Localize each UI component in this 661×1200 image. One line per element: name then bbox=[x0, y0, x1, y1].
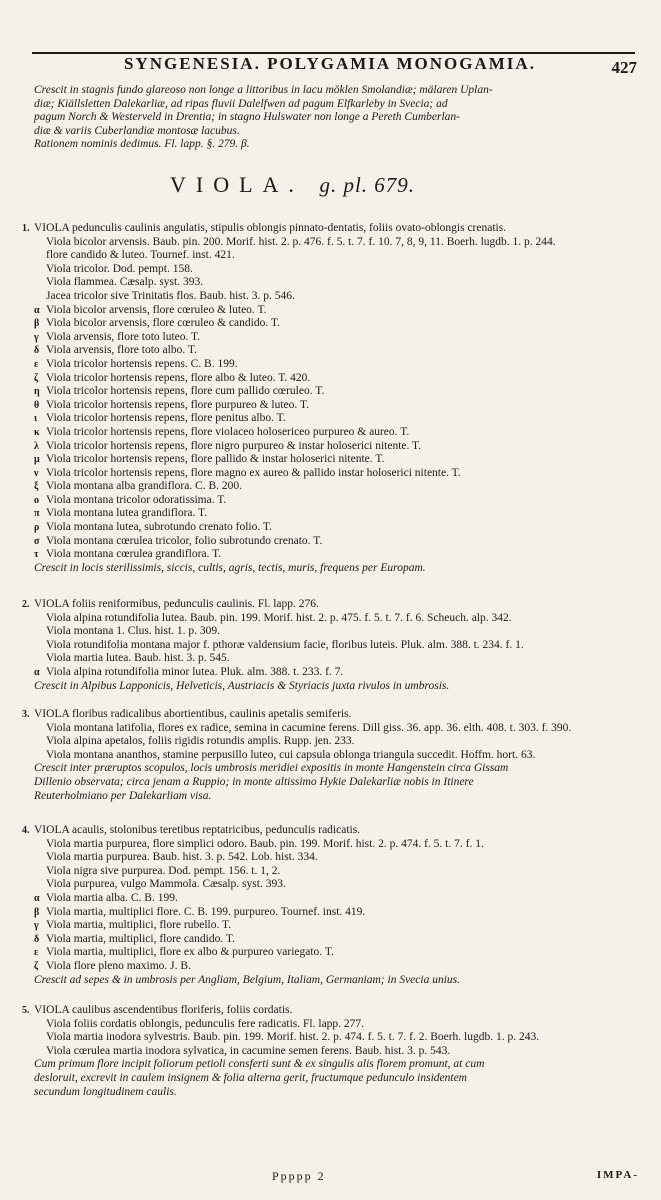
synonym-line bbox=[34, 1031, 643, 1045]
entry-text: Viola alpina rotundifolia lutea. Baub. pin. 199. Morif. hist. 2. p. 475. f. 5. t. 7. f. 6. Scheuch. alp. 342. bbox=[46, 611, 512, 624]
entry-text: Dillenio observata; circa jenam a Ruppio; in monte altissimo Hykie Dalekarliæ nobis in Itinere bbox=[34, 775, 474, 788]
synonym-line bbox=[34, 331, 643, 345]
variety-marker: 5. bbox=[22, 1005, 30, 1016]
entry-text: Viola nigra sive purpurea. Dod. pempt. 156. t. 1, 2. bbox=[46, 864, 281, 877]
synonym-line bbox=[34, 453, 643, 467]
synonym-line bbox=[34, 304, 643, 318]
synonym-line bbox=[34, 776, 643, 790]
synonym-line bbox=[34, 865, 643, 879]
synonym-line bbox=[34, 1072, 643, 1086]
intro-line: Crescit in stagnis fundo glareoso non longe a littoribus in lacu möklen Smolandiæ; mälaren Uplan- bbox=[34, 84, 493, 96]
variety-marker: ξ bbox=[34, 481, 39, 493]
species-diagnosis-line bbox=[22, 222, 643, 236]
entry-text: Viola bicolor arvensis. Baub. pin. 200. Morif. hist. 2. p. 476. f. 5. t. 7. f. 10. 7, 8, 9, 11. Boerh. lugdb. 1. p. 244. bbox=[46, 235, 556, 248]
entry-text: Viola bicolor arvensis, flore cœruleo & candido. T. bbox=[46, 317, 280, 330]
synonym-line bbox=[34, 1018, 643, 1032]
entry-text: Viola montana ananthos, stamine perpusillo luteo, cui capsula oblonga triangula succedit. Hoffm. hort. 63. bbox=[46, 748, 536, 761]
synonym-line bbox=[34, 735, 643, 749]
variety-marker: δ bbox=[34, 345, 40, 357]
entry-text: Viola tricolor hortensis repens, flore nigro purpureo & instar holoserici nitente. T. bbox=[46, 439, 422, 452]
synonym-line bbox=[34, 507, 643, 521]
synonym-line bbox=[34, 1086, 643, 1100]
synonym-line bbox=[34, 639, 643, 653]
synonym-line bbox=[34, 749, 643, 763]
entry-text: Viola montana cœrulea tricolor, folio subrotundo crenato. T. bbox=[46, 534, 323, 547]
variety-marker: α bbox=[34, 892, 40, 904]
entry-text: Viola montana latifolia, flores ex radice, semina in cacumine ferens. Dill giss. 36. app. 36. elth. 408. t. 303. f. 390. bbox=[46, 721, 572, 734]
synonym-line bbox=[34, 892, 643, 906]
running-head: SYNGENESIA. POLYGAMIA MONOGAMIA. bbox=[124, 54, 536, 73]
variety-marker: μ bbox=[34, 454, 40, 466]
synonym-line bbox=[34, 933, 643, 947]
variety-marker: α bbox=[34, 666, 40, 678]
entry-text: Viola martia, multiplici, flore candido. T. bbox=[46, 932, 235, 945]
variety-marker: τ bbox=[34, 549, 39, 561]
entry-text: Viola arvensis, flore toto luteo. T. bbox=[46, 330, 201, 343]
synonym-line bbox=[34, 412, 643, 426]
variety-marker: ζ bbox=[34, 960, 39, 972]
synonym-line bbox=[34, 946, 643, 960]
entry-text: Viola tricolor hortensis repens, flore albo & luteo. T. 420. bbox=[46, 371, 311, 384]
species-diagnosis-line bbox=[22, 824, 643, 838]
variety-marker: ε bbox=[34, 947, 39, 959]
synonym-line bbox=[34, 249, 643, 263]
variety-marker: κ bbox=[34, 426, 40, 438]
genus-name: VIOLA. bbox=[170, 172, 304, 197]
entry-text: Crescit ad sepes & in umbrosis per Angliam, Belgium, Italiam, Germaniam; in Svecia unius. bbox=[34, 973, 460, 986]
entry-text: Viola martia, multiplici, flore rubello. T. bbox=[46, 919, 232, 932]
entry-text: Viola tricolor hortensis repens, flore cum pallido cœruleo. T. bbox=[46, 385, 325, 398]
variety-marker: 1. bbox=[22, 223, 30, 234]
variety-marker: ν bbox=[34, 467, 39, 479]
entry-text: Viola martia, multiplici, flore ex albo & purpureo variegato. T. bbox=[46, 946, 334, 959]
variety-marker: 4. bbox=[22, 825, 30, 836]
entry-text: Viola tricolor hortensis repens, flore pallido & instar holoserici nitente. T. bbox=[46, 453, 385, 466]
synonym-line bbox=[34, 548, 643, 562]
variety-marker: λ bbox=[34, 440, 39, 452]
entry-text: VIOLA foliis reniformibus, pedunculis caulinis. Fl. lapp. 276. bbox=[34, 598, 319, 610]
entry-text: Viola foliis cordatis oblongis, pedunculis fere radicatis. Fl. lapp. 277. bbox=[46, 1017, 365, 1030]
entry-text: secundum longitudinem caulis. bbox=[34, 1085, 177, 1098]
variety-marker: ι bbox=[34, 413, 38, 425]
entry-text: Viola martia purpurea, flore simplici odoro. Baub. pin. 199. Morif. hist. 2. p. 474. f. 5. t. 7. f. 1. bbox=[46, 837, 484, 850]
entry-text: Jacea tricolor sive Trinitatis flos. Baub. hist. 3. p. 546. bbox=[46, 289, 295, 302]
synonym-line bbox=[34, 276, 643, 290]
intro-line: pagum Norch & Westerveld in Drentia; in stagno Hulswater non longe a Pereth Cumberlan- bbox=[34, 111, 460, 124]
synonym-line bbox=[34, 906, 643, 920]
synonym-line bbox=[34, 480, 643, 494]
synonym-line bbox=[34, 652, 643, 666]
entry-text: Viola alpina rotundifolia minor lutea. Pluk. alm. 388. t. 233. f. 7. bbox=[46, 665, 344, 678]
entry-text: Viola flore pleno maximo. J. B. bbox=[46, 959, 191, 972]
entry-text: Viola montana lutea grandiflora. T. bbox=[46, 507, 208, 520]
synonym-line bbox=[34, 790, 643, 804]
synonym-line bbox=[34, 358, 643, 372]
synonym-line bbox=[34, 960, 643, 974]
entry-text: Viola flammea. Cæsalp. syst. 393. bbox=[46, 276, 204, 289]
entry-text: Viola bicolor arvensis, flore cœruleo & luteo. T. bbox=[46, 303, 267, 316]
variety-marker: 2. bbox=[22, 599, 30, 610]
entry-text: Crescit in Alpibus Lapponicis, Helveticis, Austriacis & Styriacis juxta rivulos in umbrosis. bbox=[34, 679, 450, 692]
synonym-line bbox=[34, 722, 643, 736]
variety-marker: ε bbox=[34, 358, 39, 370]
species-2-entry bbox=[22, 598, 643, 693]
synonym-line bbox=[34, 290, 643, 304]
entry-text: VIOLA caulibus ascendentibus floriferis, foliis cordatis. bbox=[34, 1004, 293, 1016]
entry-text: Viola arvensis, flore toto albo. T. bbox=[46, 344, 197, 357]
entry-text: Viola tricolor hortensis repens, flore violaceo holosericeo purpureo & aureo. T. bbox=[46, 425, 410, 438]
variety-marker: σ bbox=[34, 535, 40, 547]
genus-heading bbox=[170, 172, 415, 198]
entry-text: VIOLA pedunculis caulinis angulatis, stipulis oblongis pinnato-dentatis, foliis ovato-oblongis crenatis. bbox=[34, 222, 507, 234]
entry-text: Viola alpina apetalos, foliis rigidis rotundis amplis. Rupp. jen. 233. bbox=[46, 735, 355, 748]
synonym-line bbox=[34, 762, 643, 776]
species-3-entry bbox=[22, 708, 643, 803]
synonym-line bbox=[34, 838, 643, 852]
page-number: 427 bbox=[611, 58, 637, 77]
entry-text: Viola montana lutea, subrotundo crenato folio. T. bbox=[46, 521, 272, 534]
synonym-line bbox=[34, 440, 643, 454]
synonym-line bbox=[34, 521, 643, 535]
synonym-line bbox=[34, 263, 643, 277]
entry-text: Crescit in locis sterilissimis, siccis, cultis, agris, tectis, muris, frequens per Europam. bbox=[34, 561, 426, 574]
entry-text: Viola montana 1. Clus. hist. 1. p. 309. bbox=[46, 625, 221, 638]
variety-marker: α bbox=[34, 304, 40, 316]
entry-text: Viola montana tricolor odoratissima. T. bbox=[46, 493, 227, 506]
species-diagnosis-line bbox=[22, 598, 643, 612]
entry-text: Viola martia inodora sylvestris. Baub. pin. 199. Morif. hist. 2. p. 474. f. 5. t. 7. f. 2. Boerh. lugdb. 1. p. 243. bbox=[46, 1031, 540, 1044]
synonym-line bbox=[34, 1058, 643, 1072]
entry-text: Viola cœrulea martia inodora sylvatica, in cacumine semen ferens. Baub. hist. 3. p. 543. bbox=[46, 1044, 451, 1057]
synonym-line bbox=[34, 562, 643, 576]
signature-mark: Ppppp 2 bbox=[272, 1169, 326, 1183]
synonym-line bbox=[34, 236, 643, 250]
synonym-line bbox=[34, 317, 643, 331]
synonym-line bbox=[34, 612, 643, 626]
entry-text: Viola martia alba. C. B. 199. bbox=[46, 891, 178, 904]
synonym-line bbox=[34, 399, 643, 413]
entry-text: Viola montana cœrulea grandiflora. T. bbox=[46, 548, 222, 561]
entry-text: Viola tricolor hortensis repens. C. B. 199. bbox=[46, 357, 238, 370]
variety-marker: δ bbox=[34, 933, 40, 945]
intro-line: diæ & variis Cuberlandiæ montosæ lacubus. bbox=[34, 124, 240, 137]
synonym-line bbox=[34, 851, 643, 865]
variety-marker: γ bbox=[34, 331, 39, 343]
synonym-line bbox=[34, 494, 643, 508]
synonym-line bbox=[34, 919, 643, 933]
species-5-entry bbox=[22, 1004, 643, 1099]
synonym-line bbox=[34, 535, 643, 549]
synonym-line bbox=[34, 344, 643, 358]
entry-text: Crescit inter præruptos scopulos, locis umbrosis meridiei expositis in monte Hangenstein circa Gissam bbox=[34, 762, 509, 775]
entry-text: Viola martia lutea. Baub. hist. 3. p. 545. bbox=[46, 652, 230, 665]
variety-marker: ζ bbox=[34, 372, 39, 384]
entry-text: Viola tricolor hortensis repens, flore penitus albo. T. bbox=[46, 412, 286, 425]
variety-marker: η bbox=[34, 386, 40, 398]
catchword: IMPA- bbox=[596, 1169, 639, 1181]
entry-text: Viola martia, multiplici flore. C. B. 199. purpureo. Tournef. inst. 419. bbox=[46, 905, 366, 918]
variety-marker: 3. bbox=[22, 709, 30, 720]
intro-paragraph bbox=[34, 84, 643, 152]
synonym-line bbox=[34, 974, 643, 988]
variety-marker: γ bbox=[34, 920, 39, 932]
synonym-line bbox=[34, 680, 643, 694]
synonym-line bbox=[34, 625, 643, 639]
variety-marker: ρ bbox=[34, 522, 40, 534]
species-diagnosis-line bbox=[22, 1004, 643, 1018]
entry-text: Viola montana alba grandiflora. C. B. 200. bbox=[46, 480, 243, 493]
entry-text: desloruit, excrevit in caulem insignem & folia alterna gerit, fructumque pedunculo insidentem bbox=[34, 1071, 467, 1084]
variety-marker: π bbox=[34, 508, 40, 520]
entry-text: Viola purpurea, vulgo Mammola. Cæsalp. syst. 393. bbox=[46, 878, 286, 891]
variety-marker: θ bbox=[34, 399, 40, 411]
variety-marker: ο bbox=[34, 494, 39, 506]
synonym-line bbox=[34, 426, 643, 440]
synonym-line bbox=[34, 1045, 643, 1059]
synonym-line bbox=[34, 666, 643, 680]
entry-text: Viola martia purpurea. Baub. hist. 3. p. 542. Lob. hist. 334. bbox=[46, 851, 318, 864]
entry-text: VIOLA acaulis, stolonibus teretibus reptatricibus, pedunculis radicatis. bbox=[34, 824, 361, 836]
genus-reference: g. pl. 679. bbox=[319, 173, 416, 197]
synonym-line bbox=[34, 385, 643, 399]
entry-text: Viola tricolor hortensis repens, flore purpureo & luteo. T. bbox=[46, 398, 309, 411]
entry-text: Viola rotundifolia montana major f. pthoræ valdensium facie, floribus luteis. Pluk. alm. 388. t. 234. f. 1. bbox=[46, 638, 524, 651]
entry-text: Cum primum flore incipit foliorum petioli consferti sunt & ex singulis alis florem promunt, at cum bbox=[34, 1058, 485, 1071]
species-diagnosis-line bbox=[22, 708, 643, 722]
entry-text: VIOLA floribus radicalibus abortientibus, caulinis apetalis semiferis. bbox=[34, 708, 352, 720]
variety-marker: β bbox=[34, 906, 40, 918]
variety-marker: β bbox=[34, 318, 40, 330]
intro-line: diæ; Kiällsletten Dalekarliæ, ad ripas fluvii Dalelfwen ad pagum Elfkarleby in Svecia; ad bbox=[34, 97, 448, 110]
entry-text: Reuterholmiano per Dalekarliam visa. bbox=[34, 789, 212, 802]
synonym-line bbox=[34, 372, 643, 386]
entry-text: flore candido & luteo. Tournef. inst. 421. bbox=[46, 249, 235, 262]
entry-text: Viola tricolor hortensis repens, flore magno ex aureo & pallido instar holoserici nitente. T. bbox=[46, 466, 461, 479]
synonym-line bbox=[34, 467, 643, 481]
synonym-line bbox=[34, 878, 643, 892]
species-4-entry bbox=[22, 824, 643, 987]
species-1-entry bbox=[22, 222, 643, 575]
intro-line: Rationem nominis dedimus. Fl. lapp. §. 279. β. bbox=[34, 138, 250, 151]
entry-text: Viola tricolor. Dod. pempt. 158. bbox=[46, 262, 193, 275]
